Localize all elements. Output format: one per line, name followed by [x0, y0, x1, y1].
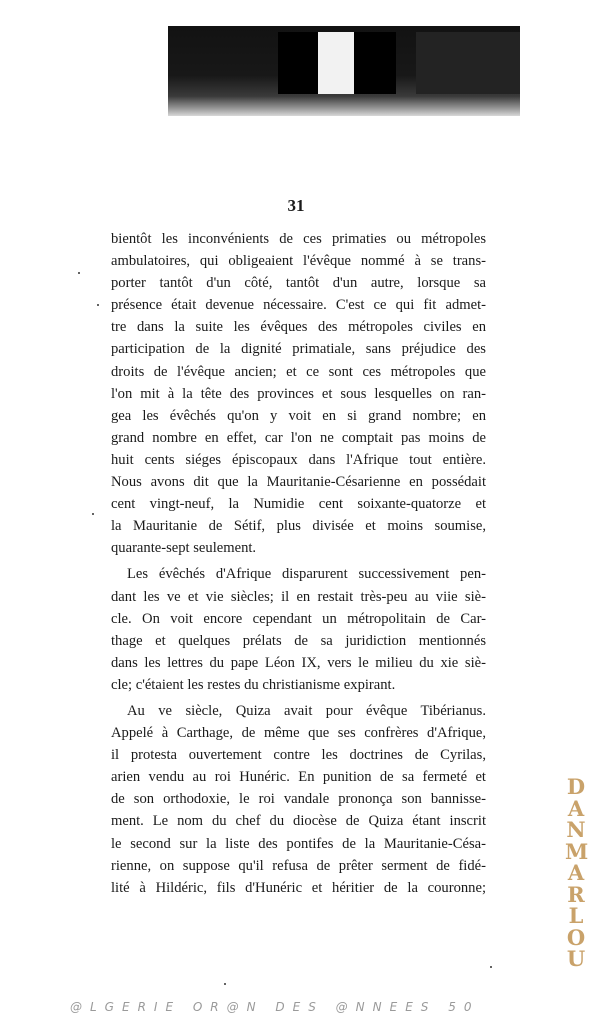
text-line: Appelé à Carthage, de même que ses confrères d'Afrique, [111, 725, 486, 742]
text-line: il protesta ouvertement contre les doctrines de Cyrilas, [111, 747, 486, 764]
text-line: cle. On voit encore cependant un métropolitain de Car- [111, 610, 486, 627]
text-line: bientôt les inconvénients de ces primaties ou métropoles [111, 231, 486, 247]
scan-speck [92, 513, 94, 515]
text-line: la Mauritanie de Sétif, plus divisée et moins soumise, [111, 518, 486, 535]
text-line: dans les lettres du pape Léon IX, vers le milieu du xie siè- [111, 654, 486, 671]
scan-speck [224, 983, 226, 985]
text-line: Nous avons dit que la Mauritanie-Césarienne en possédait [111, 474, 486, 491]
text-line: thage et quelques prélats de sa juridiction mentionnés [111, 632, 486, 649]
text-line: rienne, on suppose qu'il refusa de prêter serment de fidé- [111, 857, 486, 874]
page-number: 31 [287, 196, 305, 215]
vertical-stamp [565, 776, 587, 970]
text-line: cle; c'étaient les restes du christianisme expirant. [111, 676, 396, 693]
scan-speck [97, 304, 99, 306]
stamp-text: DANMARLOU [565, 774, 589, 971]
text-line: droits de l'évêque ancien; et ce sont ces métropoles que [111, 363, 486, 380]
scan-speck [490, 966, 492, 968]
scan-block [278, 32, 318, 94]
text-line: dant les ve et vie siècles; il en restait très-peu au viie siè- [111, 588, 486, 605]
scan-speck [78, 272, 80, 274]
text-line: cent vingt-neuf, la Numidie cent soixante-quatorze et [111, 496, 486, 513]
scan-header-strip [168, 26, 520, 116]
text-line: huit cents siéges épiscopaux dans l'Afrique tout entière. [111, 451, 486, 468]
scan-block [416, 32, 520, 94]
scan-block [354, 32, 396, 94]
text-line: gea les évêchés qu'on y voit en si grand nombre; en [111, 407, 486, 424]
text-line: arien vendu au roi Hunéric. En punition de sa fermeté et [111, 769, 486, 786]
text-line: grand nombre en effet, car l'on ne comptait pas moins de [111, 429, 486, 446]
text-line: lité à Hildéric, fils d'Hunéric et héritier de la couronne; [111, 879, 486, 896]
text-line: le second sur la liste des pontifes de la Mauritanie-Césa- [111, 835, 486, 852]
text-line: Au ve siècle, Quiza avait pour évêque Tibérianus. [127, 702, 486, 719]
text-line: ment. Le nom du chef du diocèse de Quiza étant inscrit [111, 813, 486, 830]
scan-block [318, 32, 354, 94]
text-line: de son orthodoxie, le roi vandale prononça son bannisse- [111, 791, 486, 808]
text-line: Les évêchés d'Afrique disparurent successivement pen- [127, 566, 486, 583]
body-text [111, 228, 486, 899]
text-line: participation de la dignité primatiale, sans préjudice des [111, 341, 486, 358]
text-line: quarante-sept seulement. [111, 540, 257, 557]
footer-watermark: @LGERIE OR@N DES @NNEES 50 [70, 1000, 480, 1014]
text-line: ambulatoires, qui obligeaient l'évêque nommé à se trans- [111, 253, 486, 270]
text-line: l'on mit à la tête des provinces et sous lesquelles on ran- [111, 385, 486, 402]
text-line: tre dans la suite les évêques des métropoles civiles en [111, 319, 486, 336]
text-line: porter tantôt d'un côté, tantôt d'un autre, lorsque sa [111, 275, 486, 292]
text-line: présence était devenue nécessaire. C'est ce qui fit admet- [111, 297, 486, 314]
